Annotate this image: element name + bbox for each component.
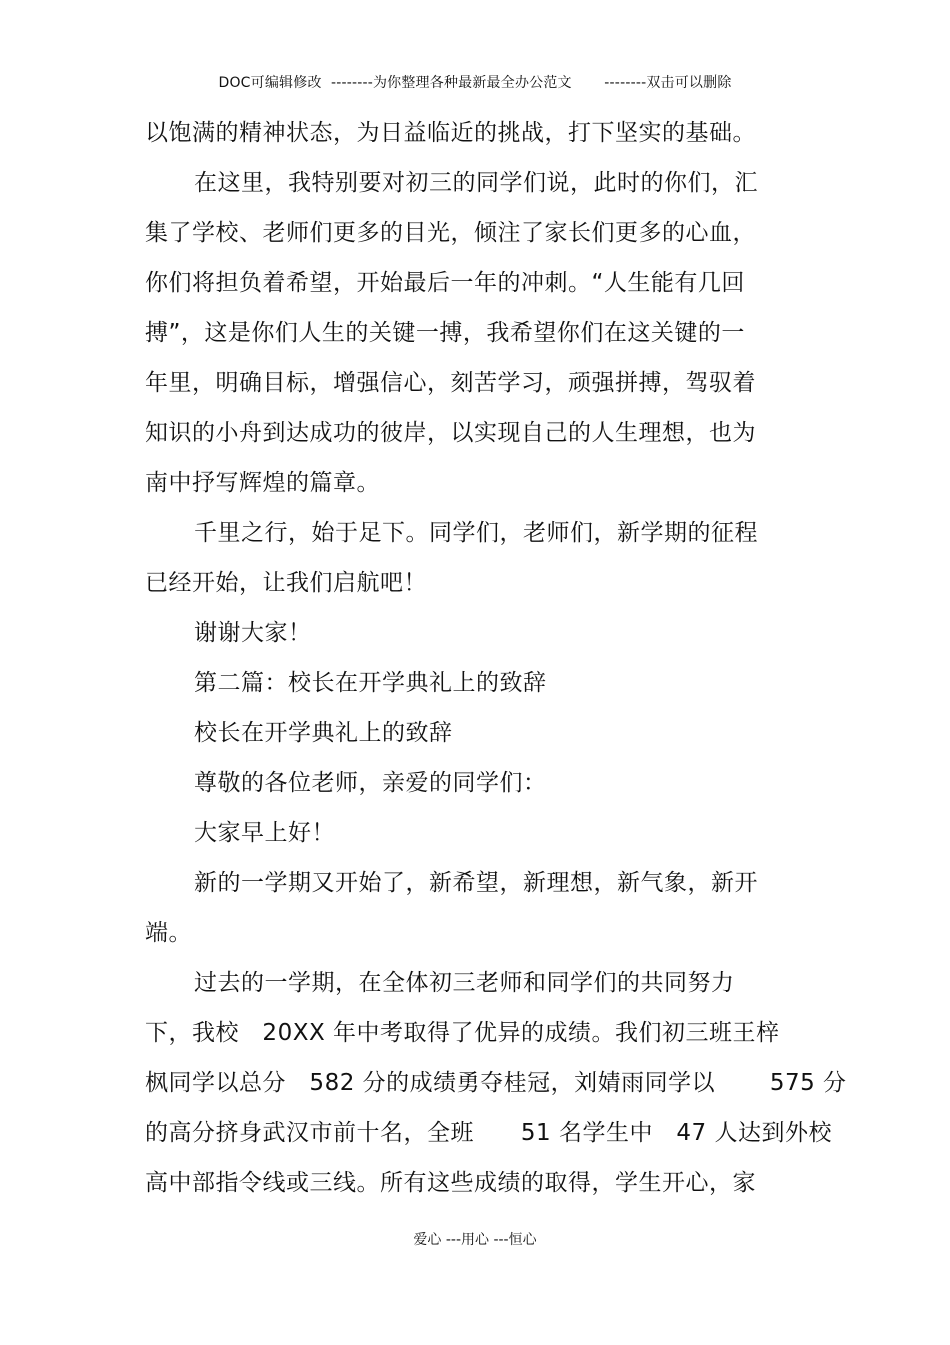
text-line: 千里之行，始于足下。同学们，老师们，新学期的征程 — [194, 520, 758, 546]
text-line: 下，我校 20XX 年中考取得了优异的成绩。我们初三班王梓 — [145, 1020, 780, 1046]
text-line: 搏”，这是你们人生的关键一搏，我希望你们在这关键的一 — [145, 320, 745, 346]
text-line: 以饱满的精神状态，为日益临近的挑战，打下坚实的基础。 — [145, 120, 756, 146]
page-footer: 爱心 ---用心 ---恒心 — [413, 1232, 537, 1248]
text-line: 枫同学以总分 582 分的成绩勇夺桂冠，刘婧雨同学以 575 分 — [145, 1070, 847, 1096]
text-line: 你们将担负着希望，开始最后一年的冲刺。“人生能有几回 — [145, 270, 745, 296]
text-line: 过去的一学期，在全体初三老师和同学们的共同努力 — [194, 970, 735, 996]
text-line: 大家早上好！ — [194, 820, 335, 846]
speech-title: 校长在开学典礼上的致辞 — [194, 720, 453, 746]
text-line: 年里，明确目标，增强信心，刻苦学习，顽强拼搏，驾驭着 — [145, 370, 756, 396]
text-line: 新的一学期又开始了，新希望，新理想，新气象，新开 — [194, 870, 758, 896]
text-line: 在这里，我特别要对初三的同学们说，此时的你们，汇 — [194, 170, 758, 196]
text-line: 谢谢大家！ — [194, 620, 312, 646]
text-line: 已经开始，让我们启航吧！ — [145, 570, 427, 596]
page-header: DOC可编辑修改 --------为你整理各种最新最全办公范文 --------双击可以删除 — [218, 75, 732, 91]
text-line: 集了学校、老师们更多的目光，倾注了家长们更多的心血， — [145, 220, 756, 246]
text-line: 高中部指令线或三线。所有这些成绩的取得，学生开心，家 — [145, 1170, 756, 1196]
text-line: 知识的小舟到达成功的彼岸，以实现自己的人生理想，也为 — [145, 420, 756, 446]
section-heading: 第二篇：校长在开学典礼上的致辞 — [194, 670, 547, 696]
text-line: 的高分挤身武汉市前十名，全班 51 名学生中 47 人达到外校 — [145, 1120, 832, 1146]
text-line: 尊敬的各位老师，亲爱的同学们： — [194, 770, 547, 796]
text-line: 南中抒写辉煌的篇章。 — [145, 470, 380, 496]
text-line: 端。 — [145, 920, 192, 946]
